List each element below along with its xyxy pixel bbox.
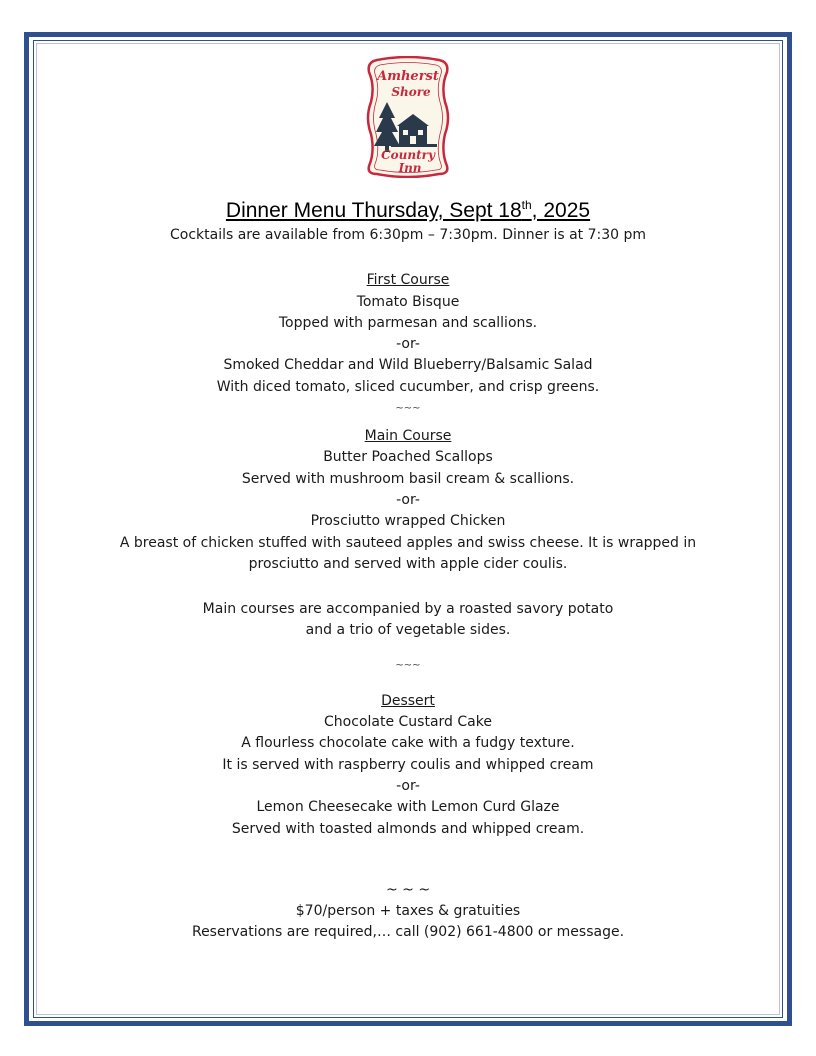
logo-text-line1: Amherst	[377, 69, 439, 84]
logo-text-line3: Country	[381, 148, 435, 162]
main-course-note2: and a trio of vegetable sides.	[305, 622, 511, 639]
first-course-dish1-name: Tomato Bisque	[356, 293, 460, 310]
price-text: $70/person + taxes & gratuities	[295, 903, 521, 920]
main-course-or: -or-	[396, 491, 420, 508]
title-year: , 2025	[531, 199, 591, 222]
dessert-dish1-desc1: A flourless chocolate cake with a fudgy texture.	[241, 735, 575, 752]
main-course-dish2-name: Prosciutto wrapped Chicken	[310, 513, 506, 530]
page-title	[40, 197, 776, 225]
first-course-heading: First Course	[366, 272, 450, 289]
main-course-note1: Main courses are accompanied by a roasted savory potato	[202, 601, 614, 618]
first-course-dish2-name: Smoked Cheddar and Wild Blueberry/Balsamic Salad	[223, 357, 593, 374]
dessert-or: -or-	[396, 777, 420, 794]
main-course-dish2-desc1: A breast of chicken stuffed with sauteed apples and swiss cheese. It is wrapped in	[119, 534, 697, 551]
section-separator: ~~~	[395, 659, 421, 671]
title-main: Dinner Menu Thursday, Sept 18	[225, 199, 522, 222]
first-course-or: -or-	[396, 336, 420, 353]
intro-text: Cocktails are available from 6:30pm – 7:30pm. Dinner is at 7:30 pm	[169, 227, 647, 243]
logo-text-line4: Inn	[398, 161, 422, 175]
dessert-dish1-name: Chocolate Custard Cake	[324, 714, 492, 731]
section-separator: ~~~	[395, 403, 421, 415]
dessert-dish1-desc2: It is served with raspberry coulis and whipped cream	[222, 756, 594, 773]
logo-text-line2: Shore	[391, 85, 431, 99]
first-course-dish2-desc: With diced tomato, sliced cucumber, and crisp greens.	[216, 378, 600, 395]
menu-page	[40, 48, 776, 944]
main-course-heading: Main Course	[364, 428, 452, 445]
title-superscript: th	[521, 198, 532, 212]
main-course-dish1-name: Butter Poached Scallops	[323, 449, 493, 466]
main-course-dish2-desc2: prosciutto and served with apple cider coulis.	[248, 555, 568, 572]
dessert-heading: Dessert	[381, 692, 435, 709]
first-course-dish1-desc: Topped with parmesan and scallions.	[278, 314, 538, 331]
main-course-dish1-desc: Served with mushroom basil cream & scallions.	[241, 470, 575, 487]
footer-separator: ~ ~ ~	[385, 881, 431, 898]
dessert-dish2-name: Lemon Cheesecake with Lemon Curd Glaze	[256, 799, 560, 816]
dessert-dish2-desc: Served with toasted almonds and whipped cream.	[231, 820, 585, 837]
reservations-text: Reservations are required,… call (902) 661-4800 or message.	[191, 924, 625, 941]
inn-logo	[363, 56, 453, 178]
